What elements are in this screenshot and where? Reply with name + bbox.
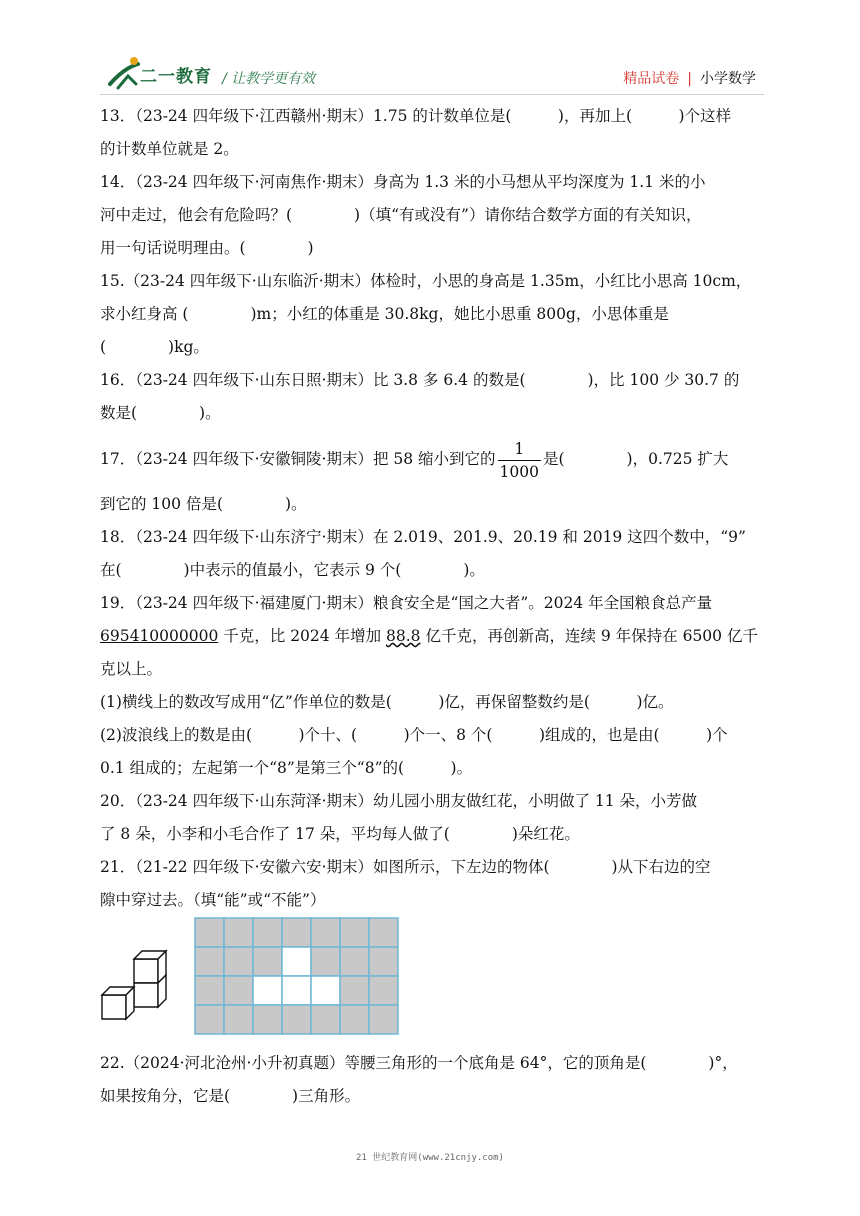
question-21-line-2: 隙中穿过去。（填“能”或“不能”） <box>100 891 326 909</box>
question-13-line-1: 13．（23-24 四年级下·江西赣州·期末）1.75 的计数单位是( )，再加上( )个这样 <box>100 107 732 125</box>
question-20-line-1: 20．（23-24 四年级下·山东菏泽·期末）幼儿园小朋友做红花，小明做了 11 朵，小芳做 <box>100 792 698 810</box>
question-19-post: 亿千克，再创新高，连续 9 年保持在 6500 亿千 <box>420 627 758 645</box>
page-footer: 21 世纪教育网(www.21cnjy.com) <box>356 1153 504 1163</box>
question-16-line-2: 数是( )。 <box>100 404 221 422</box>
question-17-prefix: 17．（23-24 四年级下·安徽铜陵·期末）把 58 缩小到它的 <box>100 450 496 468</box>
question-13-line-2: 的计数单位就是 2。 <box>100 140 239 158</box>
gap-grid <box>194 917 402 1035</box>
question-14-line-1: 14．（23-24 四年级下·河南焦作·期末）身高为 1.3 米的小马想从平均深度为 1.1 米的小 <box>100 173 706 191</box>
underlined-number: 695410000000 <box>100 627 219 645</box>
subject-name: 小学数学 <box>700 71 756 87</box>
question-19-part-2: (2)波浪线上的数是由( )个十、( )个一、8 个( )组成的，也是由( )个 <box>100 726 728 744</box>
question-15-line-3: ( )kg。 <box>100 338 209 356</box>
question-17-line-2: 到它的 100 倍是( )。 <box>100 495 307 513</box>
question-20-line-2: 了 8 朵，小李和小毛合作了 17 朵，平均每人做了( )朵红花。 <box>100 825 580 843</box>
fraction <box>498 438 541 483</box>
brand-label <box>623 68 756 88</box>
question-19-mid: 千克，比 2024 年增加 <box>218 627 386 645</box>
question-19-line-1: 19．（23-24 四年级下·福建厦门·期末）粮食安全是“国之大者”。2024 年全国粮食总产量 <box>100 594 713 612</box>
brand-separator: | <box>687 71 692 87</box>
question-19-line-2 <box>100 620 764 653</box>
brand-name: 精品试卷 <box>623 71 680 87</box>
fraction-denominator: 1000 <box>499 462 539 481</box>
question-14-line-3: 用一句话说明理由。( ) <box>100 239 314 257</box>
question-17-line-1 <box>100 430 764 488</box>
question-19-part-1: (1)横线上的数改写成用“亿”作单位的数是( )亿，再保留整数约是( )亿。 <box>100 693 674 711</box>
question-16-line-1: 16．（23-24 四年级下·山东日照·期末）比 3.8 多 6.4 的数是( )，比 100 少 30.7 的 <box>100 371 740 389</box>
wavy-underlined-number: 88.8 <box>386 627 421 645</box>
header-divider <box>100 94 764 95</box>
stacked-cubes-icon <box>100 925 180 1025</box>
question-22-line-2: 如果按角分，它是( )三角形。 <box>100 1087 361 1105</box>
question-18-line-2: 在( )中表示的值最小，它表示 9 个( )。 <box>100 561 485 579</box>
question-18-line-1: 18．（23-24 四年级下·山东济宁·期末）在 2.019、201.9、20.19 和 2019 这四个数中，“9” <box>100 528 746 546</box>
fraction-numerator: 1 <box>498 438 541 461</box>
question-15-line-2: 求小红身高 ( )m；小红的体重是 30.8kg，她比小思重 800g，小思体重是 <box>100 305 669 323</box>
question-14-line-2: 河中走过，他会有危险吗？( )（填“有或没有”）请你结合数学方面的有关知识， <box>100 206 702 224</box>
logo-text: 二一教育 <box>140 67 212 87</box>
question-17-suffix: 是( )，0.725 扩大 <box>542 450 729 468</box>
question-21-figure <box>100 917 764 1047</box>
question-22-line-1: 22.（2024·河北沧州·小升初真题）等腰三角形的一个底角是 64°，它的顶角是( )°， <box>100 1054 738 1072</box>
question-19-part-2-cont: 0.1 组成的；左起第一个“8”是第三个“8”的( )。 <box>100 759 473 777</box>
question-19-line-3: 克以上。 <box>100 660 163 678</box>
question-list <box>100 100 764 1113</box>
slogan: / 让教学更有效 <box>222 71 316 87</box>
page-header <box>0 0 860 100</box>
question-15-line-1: 15.（23-24 四年级下·山东临沂·期末）体检时，小思的身高是 1.35m，小红比小思高 10cm， <box>100 272 752 290</box>
question-21-line-1: 21．（21-22 四年级下·安徽六安·期末）如图所示，下左边的物体( )从下右边的空 <box>100 858 711 876</box>
